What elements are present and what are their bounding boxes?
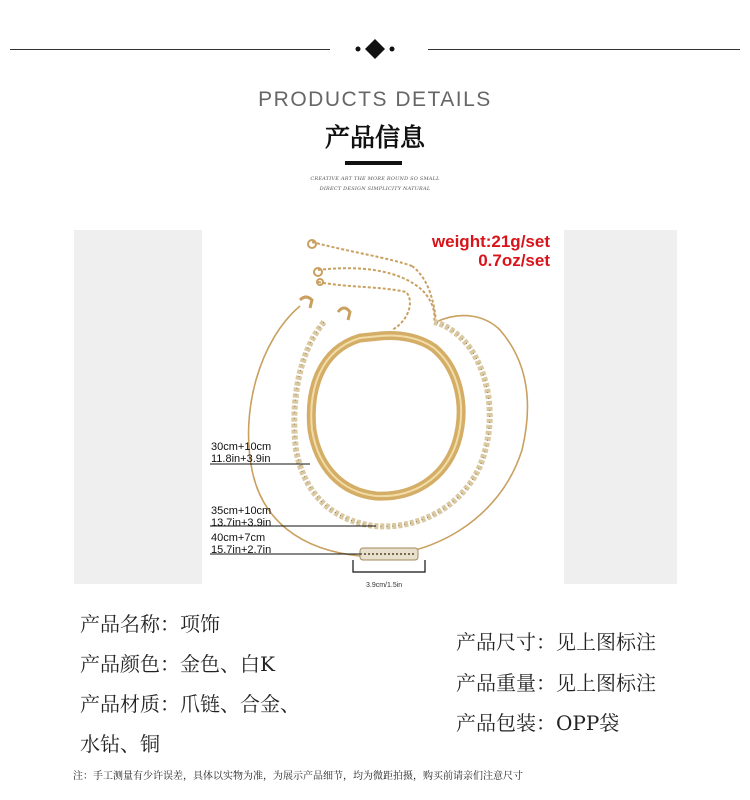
spec-product-size: 产品尺寸：见上图标注 — [456, 630, 656, 654]
title-underline — [345, 161, 402, 165]
pendant-size-label: 3.9cm/1.5in — [366, 582, 403, 589]
dim-35cm: 35cm+10cm — [211, 505, 272, 517]
weight-label-grams: weight:21g/set — [431, 232, 550, 251]
left-gray-panel — [74, 230, 202, 584]
page-title-en: PRODUCTS DETAILS — [258, 88, 492, 111]
spec-product-color: 产品颜色：金色、白K — [80, 652, 275, 676]
spec-product-package: 产品包装：OPP袋 — [456, 711, 620, 735]
header-rule-left — [10, 49, 330, 50]
spec-product-material-cont: 水钻、铜 — [80, 732, 160, 756]
dim-40cm-in: 15.7in+2.7in — [211, 544, 272, 556]
dim-30cm-in: 11.8in+3.9in — [211, 453, 271, 465]
tagline-2: DIRECT DESIGN SIMPLICITY NATURAL — [319, 186, 431, 192]
weight-label-ounces: 0.7oz/set — [478, 251, 550, 270]
tagline-1: CREATIVE ART THE MORE ROUND SO SMALL — [310, 176, 440, 182]
dim-30cm: 30cm+10cm — [211, 441, 272, 453]
spec-product-material: 产品材质：爪链、合金、 — [80, 692, 300, 716]
header-rule-right — [428, 49, 740, 50]
dim-35cm-in: 13.7in+3.9in — [211, 517, 272, 529]
page-title-cn: 产品信息 — [324, 123, 425, 152]
diamond-ornament-icon — [340, 34, 410, 64]
spec-product-name: 产品名称：项饰 — [80, 612, 220, 636]
dim-40cm: 40cm+7cm — [211, 532, 266, 544]
footnote: 注：手工测量有少许误差，具体以实物为准，为展示产品细节，均为微距拍摄，购买前请亲们注意尺寸 — [73, 771, 523, 782]
right-gray-panel — [564, 230, 677, 584]
spec-product-weight: 产品重量：见上图标注 — [456, 671, 656, 695]
